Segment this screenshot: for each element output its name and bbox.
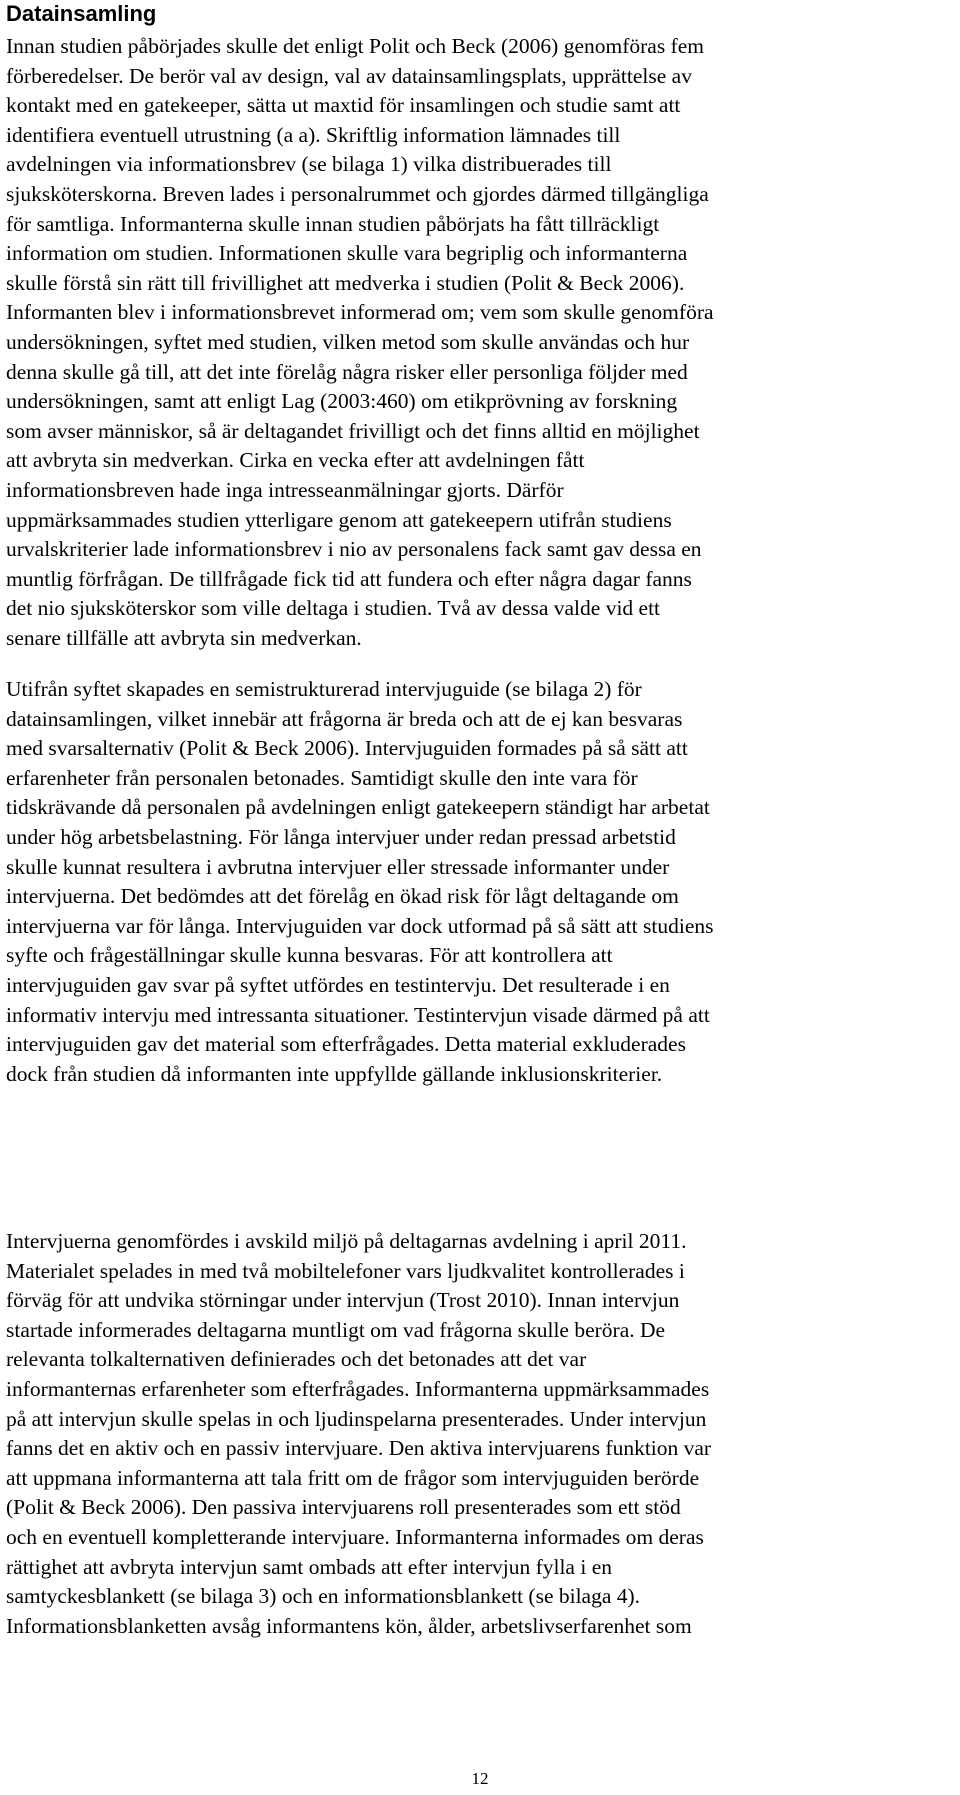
text-line: det nio sjuksköterskor som ville deltaga i studien. Två av dessa valde vid ett [6, 596, 661, 621]
text-line: som avser människor, så är deltagandet frivilligt och det finns alltid en möjlighet [6, 418, 700, 443]
text-line: information om studien. Informationen skulle vara begriplig och informanterna [6, 241, 688, 266]
text-line: informativ intervju med intressanta situationer. Testintervjun visade därmed på att [6, 1002, 710, 1027]
text-line: Intervjuerna genomfördes i avskild miljö på deltagarnas avdelning i april 2011. [6, 1229, 687, 1253]
text-line: relevanta tolkalternativen definierades och det betonades att det var [6, 1347, 587, 1372]
text-line: urvalskriterier lade informationsbrev i nio av personalens fack samt gav dessa en [6, 537, 702, 562]
text-line: tidskrävande då personalen på avdelningen enligt gatekeepern ständigt har arbetat [6, 795, 710, 820]
page-number: 12 [471, 1769, 489, 1788]
text-line: uppmärksammades studien ytterligare genom att gatekeepern utifrån studiens [6, 507, 672, 532]
text-line: avdelningen via informationsbrev (se bilaga 1) vilka distribuerades till [6, 152, 612, 177]
text-line: intervjuerna. Det bedömdes att det förelåg en ökad risk för lågt deltagande om [6, 884, 679, 909]
text-line: att avbryta sin medverkan. Cirka en vecka efter att avdelningen fått [6, 448, 585, 473]
text-line: syfte och frågeställningar skulle kunna besvaras. För att kontrollera att [6, 943, 613, 968]
text-line: kontakt med en gatekeeper, sätta ut maxtid för insamlingen och studie samt att [6, 93, 681, 118]
text-line: intervjuerna var för långa. Intervjuguiden var dock utformad på så sätt att studiens [6, 913, 714, 938]
paragraph-interview-procedure [6, 1227, 952, 1641]
text-line: på att intervjun skulle spelas in och ljudinspelarna presenterades. Under intervjun [6, 1406, 707, 1431]
text-line: samtyckesblankett (se bilaga 3) och en informationsblankett (se bilaga 4). [6, 1584, 641, 1609]
text-line: för samtliga. Informanterna skulle innan studien påbörjats ha fått tillräckligt [6, 211, 660, 236]
text-line: Informanten blev i informationsbrevet informerad om; vem som skulle genomföra [6, 300, 714, 325]
text-line: med svarsalternativ (Polit & Beck 2006). Intervjuguiden formades på så sätt att [6, 736, 688, 761]
text-line: under hög arbetsbelastning. För långa intervjuer under redan pressad arbetstid [6, 824, 676, 849]
text-line: Informationsblanketten avsåg informantens kön, ålder, arbetslivserfarenhet som [6, 1613, 692, 1638]
text-line: rättighet att avbryta intervjun samt ombads att efter intervjun fylla i en [6, 1554, 612, 1579]
text-line: och en eventuell kompletterande intervjuare. Informanterna informades om deras [6, 1524, 704, 1549]
text-line: skulle kunnat resultera i avbrutna intervjuer eller stressade informanter under [6, 854, 670, 879]
text-line: förberedelser. De berör val av design, val av datainsamlingsplats, upprättelse av [6, 63, 692, 88]
text-line: förväg för att undvika störningar under intervjun (Trost 2010). Innan intervjun [6, 1288, 680, 1313]
text-line: erfarenheter från personalen betonades. Samtidigt skulle den inte vara för [6, 765, 638, 790]
text-line: muntlig förfrågan. De tillfrågade fick tid att fundera och efter några dagar fanns [6, 566, 692, 591]
text-line: Utifrån syftet skapades en semistrukturerad intervjuguide (se bilaga 2) för [6, 677, 642, 701]
text-line: intervjuguiden gav svar på syftet utfördes en testintervju. Det resulterade i en [6, 972, 670, 997]
text-line: fanns det en aktiv och en passiv intervjuare. Den aktiva intervjuarens funktion var [6, 1436, 712, 1461]
section-heading: Datainsamling [6, 1, 157, 26]
text-line: Materialet spelades in med två mobiltelefoner vars ljudkvalitet kontrollerades i [6, 1258, 685, 1283]
text-line: (Polit & Beck 2006). Den passiva intervjuarens roll presenterades som ett stöd [6, 1495, 681, 1520]
text-line: senare tillfälle att avbryta sin medverkan. [6, 625, 362, 650]
paragraph-data-collection-preparations [6, 32, 952, 653]
text-line: sjuksköterskorna. Breven lades i personalrummet och gjordes därmed tillgängliga [6, 181, 709, 206]
text-line: undersökningen, samt att enligt Lag (2003:460) om etikprövning av forskning [6, 389, 678, 414]
text-line: intervjuguiden gav det material som efterfrågades. Detta material exkluderades [6, 1032, 686, 1057]
text-line: dock från studien då informanten inte uppfyllde gällande inklusionskriterier. [6, 1061, 663, 1086]
text-line: identifiera eventuell utrustning (a a). Skriftlig information lämnades till [6, 122, 621, 147]
paragraph-interview-guide [6, 675, 952, 1089]
text-line: undersökningen, syftet med studien, vilken metod som skulle användas och hur [6, 329, 690, 354]
text-line: informanternas erfarenheter som efterfrågades. Informanterna uppmärksammades [6, 1376, 710, 1401]
text-line: att uppmana informanterna att tala fritt om de frågor som intervjuguiden berörde [6, 1465, 700, 1490]
text-line: skulle förstå sin rätt till frivillighet att medverka i studien (Polit & Beck 2006). [6, 270, 685, 295]
text-line: startade informerades deltagarna muntligt om vad frågorna skulle beröra. De [6, 1317, 666, 1342]
text-line: Innan studien påbörjades skulle det enligt Polit och Beck (2006) genomföras fem [6, 34, 704, 58]
text-line: datainsamlingen, vilket innebär att frågorna är breda och att de ej kan besvaras [6, 706, 683, 731]
text-line: denna skulle gå till, att det inte förelåg några risker eller personliga följder med [6, 359, 688, 384]
text-line: informationsbreven hade inga intresseanmälningar gjorts. Därför [6, 477, 564, 502]
